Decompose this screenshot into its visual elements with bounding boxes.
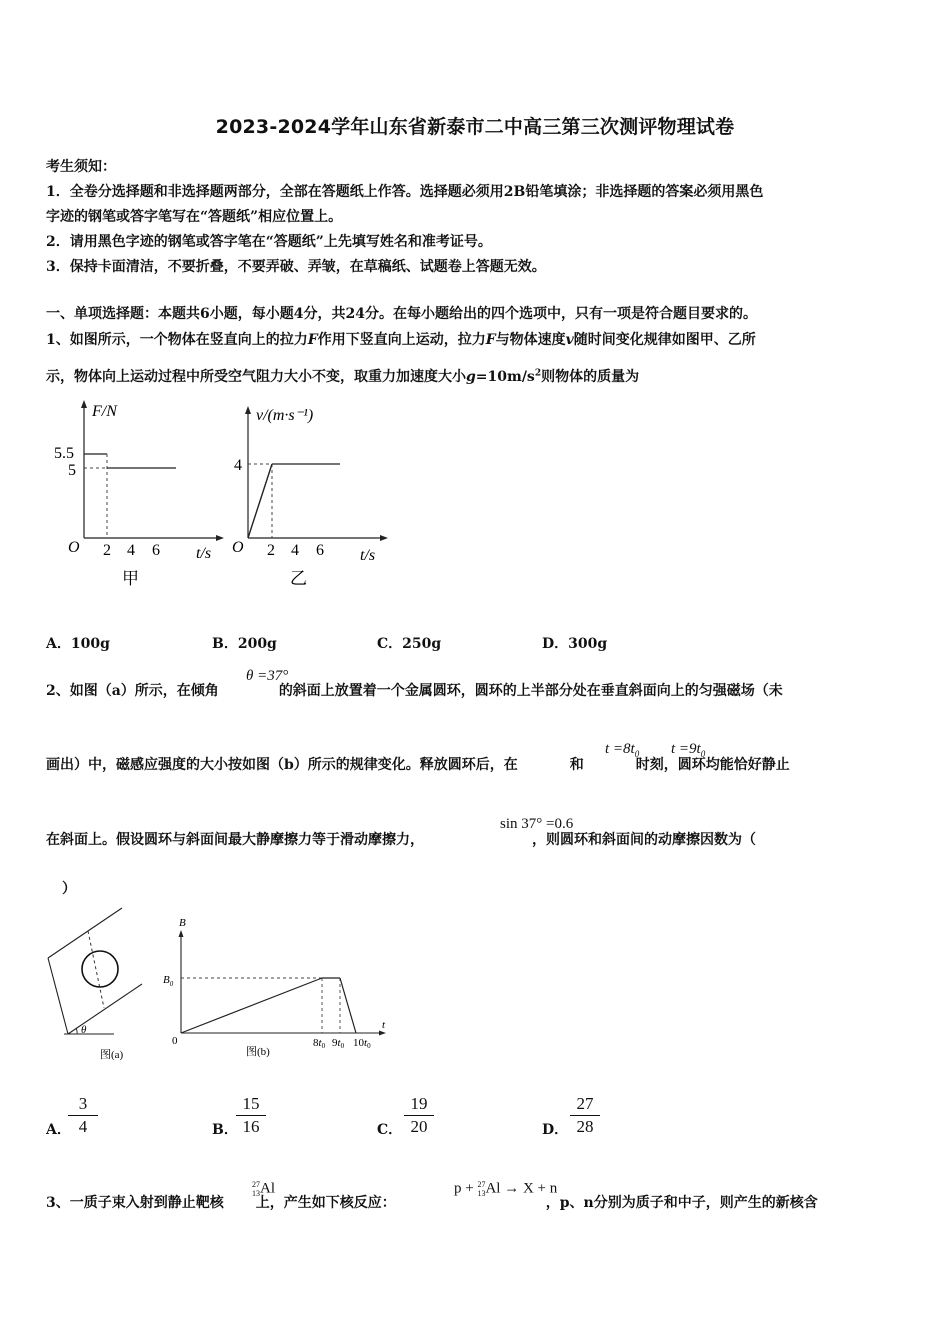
q2-line-2: 画出）中，磁感应强度的大小按如图（b）所示的规律变化。释放圆环后，在 和 时刻，圆环均能恰好静止	[46, 757, 790, 773]
q2-option-c-letter[interactable]: C．	[377, 1122, 403, 1138]
yi-ylabel: v/(m·s⁻¹)	[256, 407, 314, 424]
q1-option-d[interactable]: D．300g	[542, 636, 608, 652]
jia-tick-5-5: 5.5	[54, 445, 74, 462]
q2-t2-math: $t =9t_0$	[671, 741, 706, 759]
yi-caption: 乙	[290, 569, 307, 588]
jia-caption: 甲	[122, 569, 139, 588]
q1-line-2: 示，物体向上运动过程中所受空气阻力大小不变，取重力加速度大小$g=10m/s^2$则物体的质量为	[46, 368, 640, 385]
q2-option-b-fraction[interactable]: $\frac{15}{16}$	[236, 1094, 266, 1137]
q2-option-a-fraction[interactable]: $\frac{3}{4}$	[68, 1094, 98, 1137]
jia-origin: O	[68, 539, 80, 556]
q2-option-d-letter[interactable]: D．	[542, 1122, 569, 1138]
q2-line-3: 在斜面上。假设圆环与斜面间最大静摩擦力等于滑动摩擦力， ，则圆环和斜面间的动摩擦因数为（	[46, 832, 756, 848]
q3-line-1: 3、一质子束入射到静止靶核 上，产生如下核反应： ，p、n分别为质子和中子，则产生的新核含	[46, 1195, 818, 1211]
page-title: 2023-2024学年山东省新泰市二中高三第三次测评物理试卷	[215, 116, 735, 138]
fig-b-b0: $B_0$	[163, 974, 174, 988]
q2-line-1: 2、如图（a）所示，在倾角 的斜面上放置着一个金属圆环，圆环的上半部分处在垂直斜面向上的匀强磁场（未	[46, 683, 783, 699]
fig-b-ylabel: B	[179, 917, 186, 929]
q1-option-a[interactable]: A．100g	[46, 636, 110, 652]
jia-x4: 4	[127, 542, 135, 559]
notice-heading: 考生须知：	[46, 159, 116, 175]
q3-al-nuclide: 27 13Al	[252, 1180, 275, 1198]
q2-option-a-letter[interactable]: A．	[46, 1122, 71, 1138]
fig-a-caption: 图(a)	[100, 1049, 124, 1061]
q2-option-b-letter[interactable]: B．	[212, 1122, 238, 1138]
q2-t1-math: $t =8t_0$	[605, 741, 640, 759]
q1-line-1: 1、如图所示，一个物体在竖直向上的拉力F作用下竖直向上运动，拉力F与物体速度v随时间变化规律如图甲、乙所	[46, 332, 756, 348]
yi-xlabel: t/s	[360, 547, 376, 564]
fig-b-origin: 0	[172, 1035, 178, 1047]
yi-x6: 6	[316, 542, 324, 559]
q2-option-d-fraction[interactable]: $\frac{27}{28}$	[570, 1094, 600, 1137]
jia-xlabel: t/s	[196, 545, 212, 562]
fig-b-x9: 9t0	[332, 1037, 345, 1050]
jia-ylabel: F/N	[92, 403, 117, 420]
fig-b-xlabel: t	[382, 1019, 386, 1031]
q2-figure-a	[40, 905, 170, 1065]
jia-tick-5: 5	[68, 462, 76, 479]
q2-option-c-fraction[interactable]: $\frac{19}{20}$	[404, 1094, 434, 1137]
fig-a-theta: θ	[81, 1024, 87, 1036]
q1-option-c[interactable]: C．250g	[377, 636, 442, 652]
section-heading: 一、单项选择题：本题共6小题，每小题4分，共24分。在每小题给出的四个选项中，只有一项是符合题目要求的。	[46, 306, 757, 322]
notice-item-3: 3．保持卡面清洁，不要折叠，不要弄破、弄皱，在草稿纸、试题卷上答题无效。	[46, 259, 546, 275]
q2-sin-math: sin 37° =0.6	[500, 816, 574, 832]
jia-x6: 6	[152, 542, 160, 559]
fig-b-caption: 图(b)	[246, 1046, 270, 1058]
notice-item-2: 2．请用黑色字迹的钢笔或答字笔在“答题纸”上先填写姓名和准考证号。	[46, 234, 492, 250]
q2-line-4: ）	[62, 881, 76, 897]
notice-item-1-cont: 字迹的钢笔或答字笔写在“答题纸”相应位置上。	[46, 209, 343, 225]
q1-figure-yi	[218, 398, 398, 594]
q1-option-b[interactable]: B．200g	[212, 636, 277, 652]
q2-figure-b	[160, 912, 400, 1067]
yi-x2: 2	[267, 542, 275, 559]
notice-item-1: 1．全卷分选择题和非选择题两部分，全部在答题纸上作答。选择题必须用2B铅笔填涂；非选择题的答案必须用黑色	[46, 184, 764, 200]
fig-b-x10: 10t0	[353, 1037, 371, 1050]
q2-theta-math: θ =37°	[246, 668, 289, 684]
q1-figure-jia	[48, 398, 228, 594]
q3-reaction: p + 27 13Al → X + n	[454, 1180, 558, 1198]
jia-x2: 2	[103, 542, 111, 559]
fig-b-x8: 8t0	[313, 1037, 326, 1050]
yi-tick-4: 4	[234, 457, 242, 474]
yi-origin: O	[232, 539, 244, 556]
yi-x4: 4	[291, 542, 299, 559]
